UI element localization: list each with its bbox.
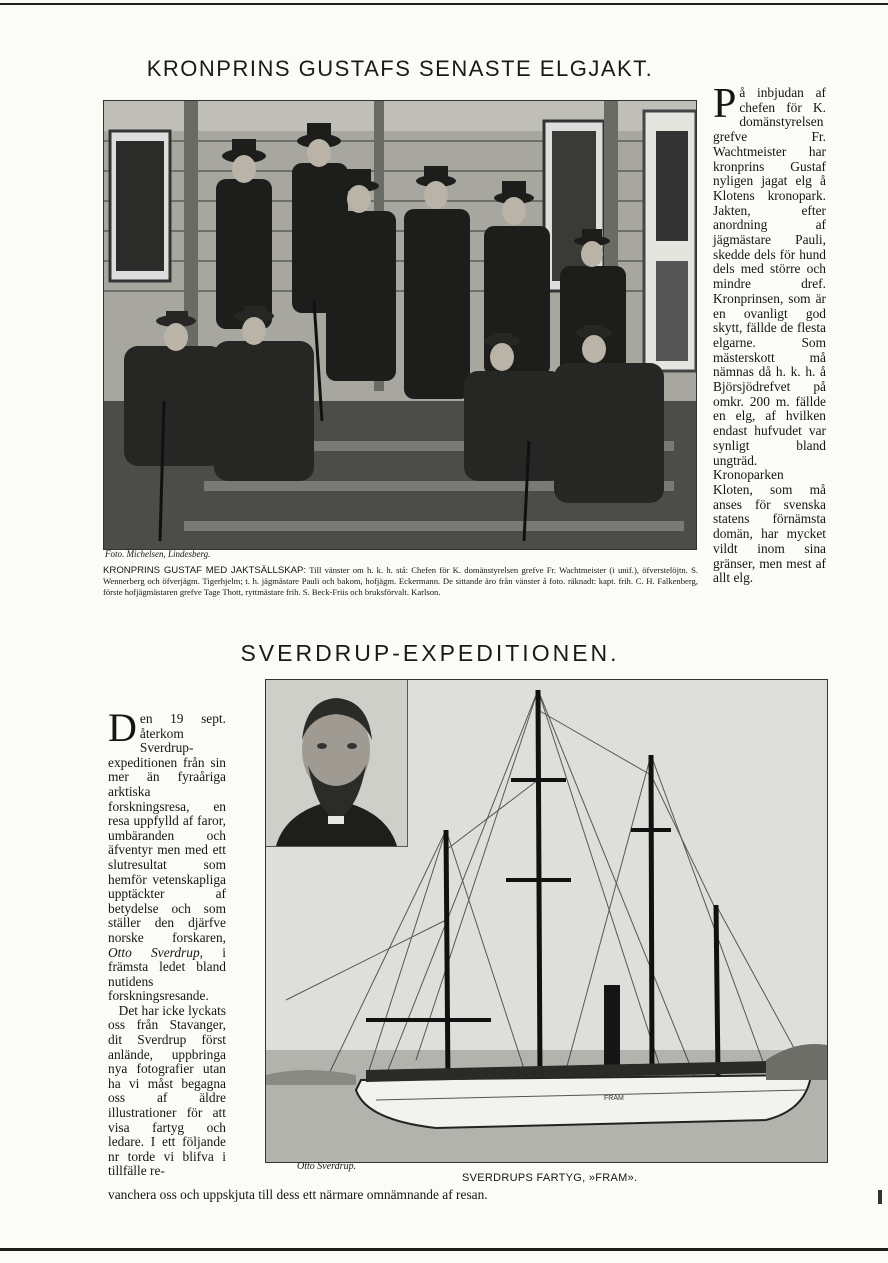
hunting-party-photo xyxy=(103,100,697,550)
bottom-rule xyxy=(0,1248,888,1251)
otto-sverdrup-portrait xyxy=(266,680,408,847)
portrait-caption: Otto Sverdrup. xyxy=(297,1161,357,1172)
hunting-party-illustration xyxy=(104,101,696,549)
hull-name-label: FRAM xyxy=(604,1095,624,1102)
ship-caption: SVERDRUPS FARTYG, »FRAM». xyxy=(462,1172,638,1184)
margin-mark xyxy=(878,1190,882,1204)
portrait-illustration xyxy=(266,680,407,846)
article2-headline: SVERDRUP-EXPEDITIONEN. xyxy=(240,640,620,666)
caption1-lead: KRONPRINS GUSTAF MED JAKTSÄLLSKAP: xyxy=(103,565,307,576)
article2-body-start: en 19 sept. återkom Sverdrup-expeditionen från sin mer än fyraåriga arktiska forskningsresa, en resa uppfylld af faror, umbäranden och äfventyr men med ett slutresultat som hemför vetenskapliga upptäckter af betydelse och som ställer den djärfve norske forskaren, xyxy=(108,711,226,945)
caption1-text: Till vänster om h. k. h. stå: Chefen för K. domänstyrelsen grefve Fr. Wachtmeister (i unif.), öfverstelöjtn. S. Wennerberg och öfverjägm. Tigerhjelm; t. h. jägmästare Pauli och bakom, hofjägm. Eckermann. De sittande äro från vänster å foto. räknadt: kapt. frih. C. H. Falkenberg, förste hofjägmästaren grefve Tage Thott, ryttmästare frih. S. Beck-Friis och bruksförvalt. Karlson. xyxy=(103,565,698,597)
article2-dropcap: D xyxy=(108,705,137,750)
article2-body xyxy=(108,705,226,1179)
article1-dropcap: P xyxy=(713,81,737,127)
article2-last-line: vanchera oss och uppskjuta till dess ett närmare omnämnande af resan. xyxy=(108,1187,488,1202)
article1-body xyxy=(713,81,826,586)
article2-body-para2: Det har icke lyckats oss från Stavanger, dit Sverdrup först anlände, uppbringa nya fotografier utan ha vi måst begagna oss af äldre illustrationer för att visa fartyg och ledare. I ett följande nr torde vi blifva i tillfälle re- xyxy=(108,1002,226,1179)
article2-body-mid: i främsta ledet bland nutidens forskningsresande. xyxy=(108,944,226,1004)
photo1-credit: Foto. Michelsen, Lindesberg. xyxy=(105,549,211,559)
article1-body-text: å inbjudan af chefen för K. domänstyrelsen grefve Fr. Wachtmeister har kronprins Gustaf nyligen jagat elg å Klotens kronopark. Jakten, efter anordning af jägmästare Pauli, skedde dels för hund dels med större och mindre dref. Kronprinsen, som är en ovanligt god skytt, fällde de flesta elgarne. Som mästerskott må nämnas då h. k. h. å Björsjödrefvet på omkr. 200 m. fällde en elg, af hvilken endast hufvudet var synligt bland ungträd. Kronoparken Kloten, som må anses för svenska statens förnämsta domän, har mycket vildt inom sina gränser, men mest af allt elg. xyxy=(713,85,826,586)
article2-body-name: Otto Sverdrup, xyxy=(108,944,203,960)
article1-headline: KRONPRINS GUSTAFS SENASTE ELGJAKT. xyxy=(146,56,654,81)
photo1-caption xyxy=(103,565,698,598)
top-rule xyxy=(0,3,888,5)
